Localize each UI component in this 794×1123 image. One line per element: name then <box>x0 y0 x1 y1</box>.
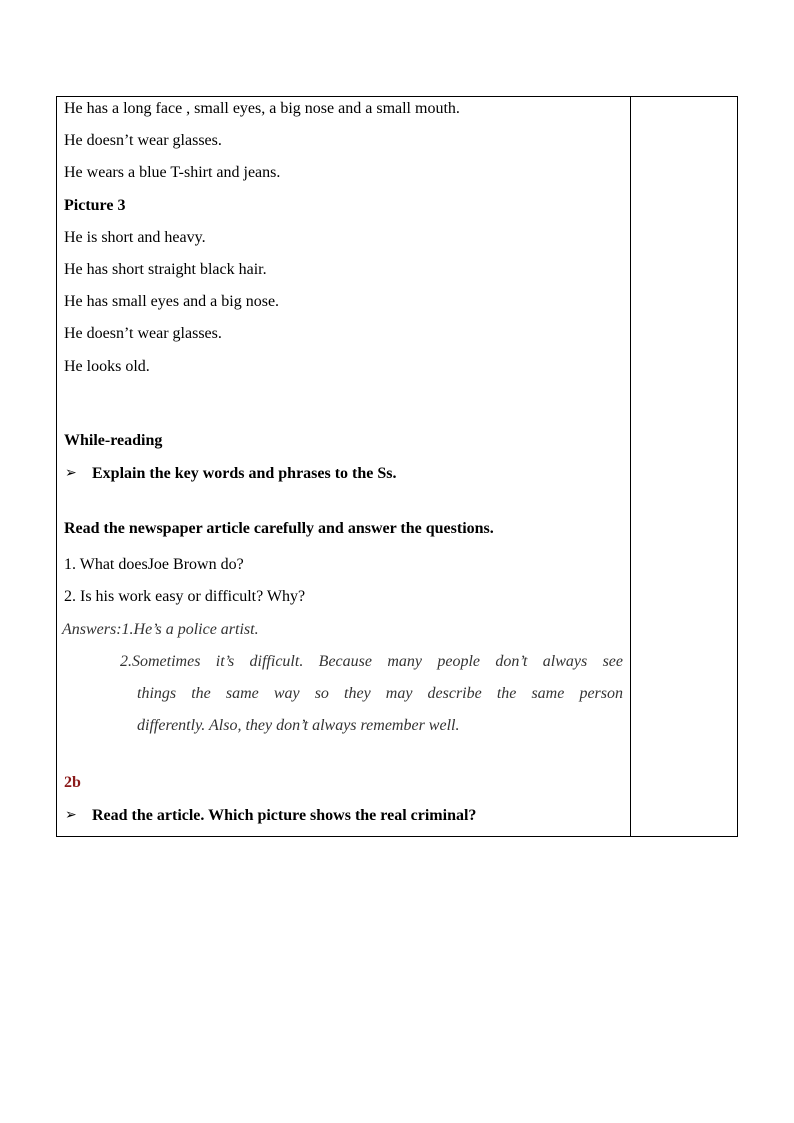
while-reading-bullet: Explain the key words and phrases to the Ss. <box>92 465 397 482</box>
answer-2-line: things the same way so they may describe the same person <box>137 685 623 702</box>
column-divider <box>630 97 631 836</box>
answer-2-line: 2.Sometimes it’s difficult. Because many people don’t always see <box>120 653 623 670</box>
description-line: He has a long face , small eyes, a big nose and a small mouth. <box>64 100 460 117</box>
picture3-line: He doesn’t wear glasses. <box>64 325 222 342</box>
description-line: He doesn’t wear glasses. <box>64 132 222 149</box>
picture3-line: He has short straight black hair. <box>64 261 267 278</box>
bullet-arrow-icon: ➢ <box>65 808 77 823</box>
question: 2. Is his work easy or difficult? Why? <box>64 588 306 605</box>
bullet-arrow-icon: ➢ <box>65 466 77 481</box>
answer-2-line: differently. Also, they don’t always remember well. <box>137 717 460 734</box>
picture3-line: He has small eyes and a big nose. <box>64 293 280 310</box>
reading-task: Read the newspaper article carefully and answer the questions. <box>64 520 494 537</box>
answer-1: Answers:1.He’s a police artist. <box>62 621 259 638</box>
picture3-heading: Picture 3 <box>64 197 126 214</box>
description-line: He wears a blue T-shirt and jeans. <box>64 164 281 181</box>
section-2b-label: 2b <box>64 774 81 791</box>
while-reading-heading: While-reading <box>64 432 163 449</box>
lesson-plan-table <box>56 96 738 837</box>
section-2b-bullet: Read the article. Which picture shows the real criminal? <box>92 807 477 824</box>
question: 1. What doesJoe Brown do? <box>64 556 244 573</box>
picture3-line: He is short and heavy. <box>64 229 206 246</box>
picture3-line: He looks old. <box>64 358 150 375</box>
